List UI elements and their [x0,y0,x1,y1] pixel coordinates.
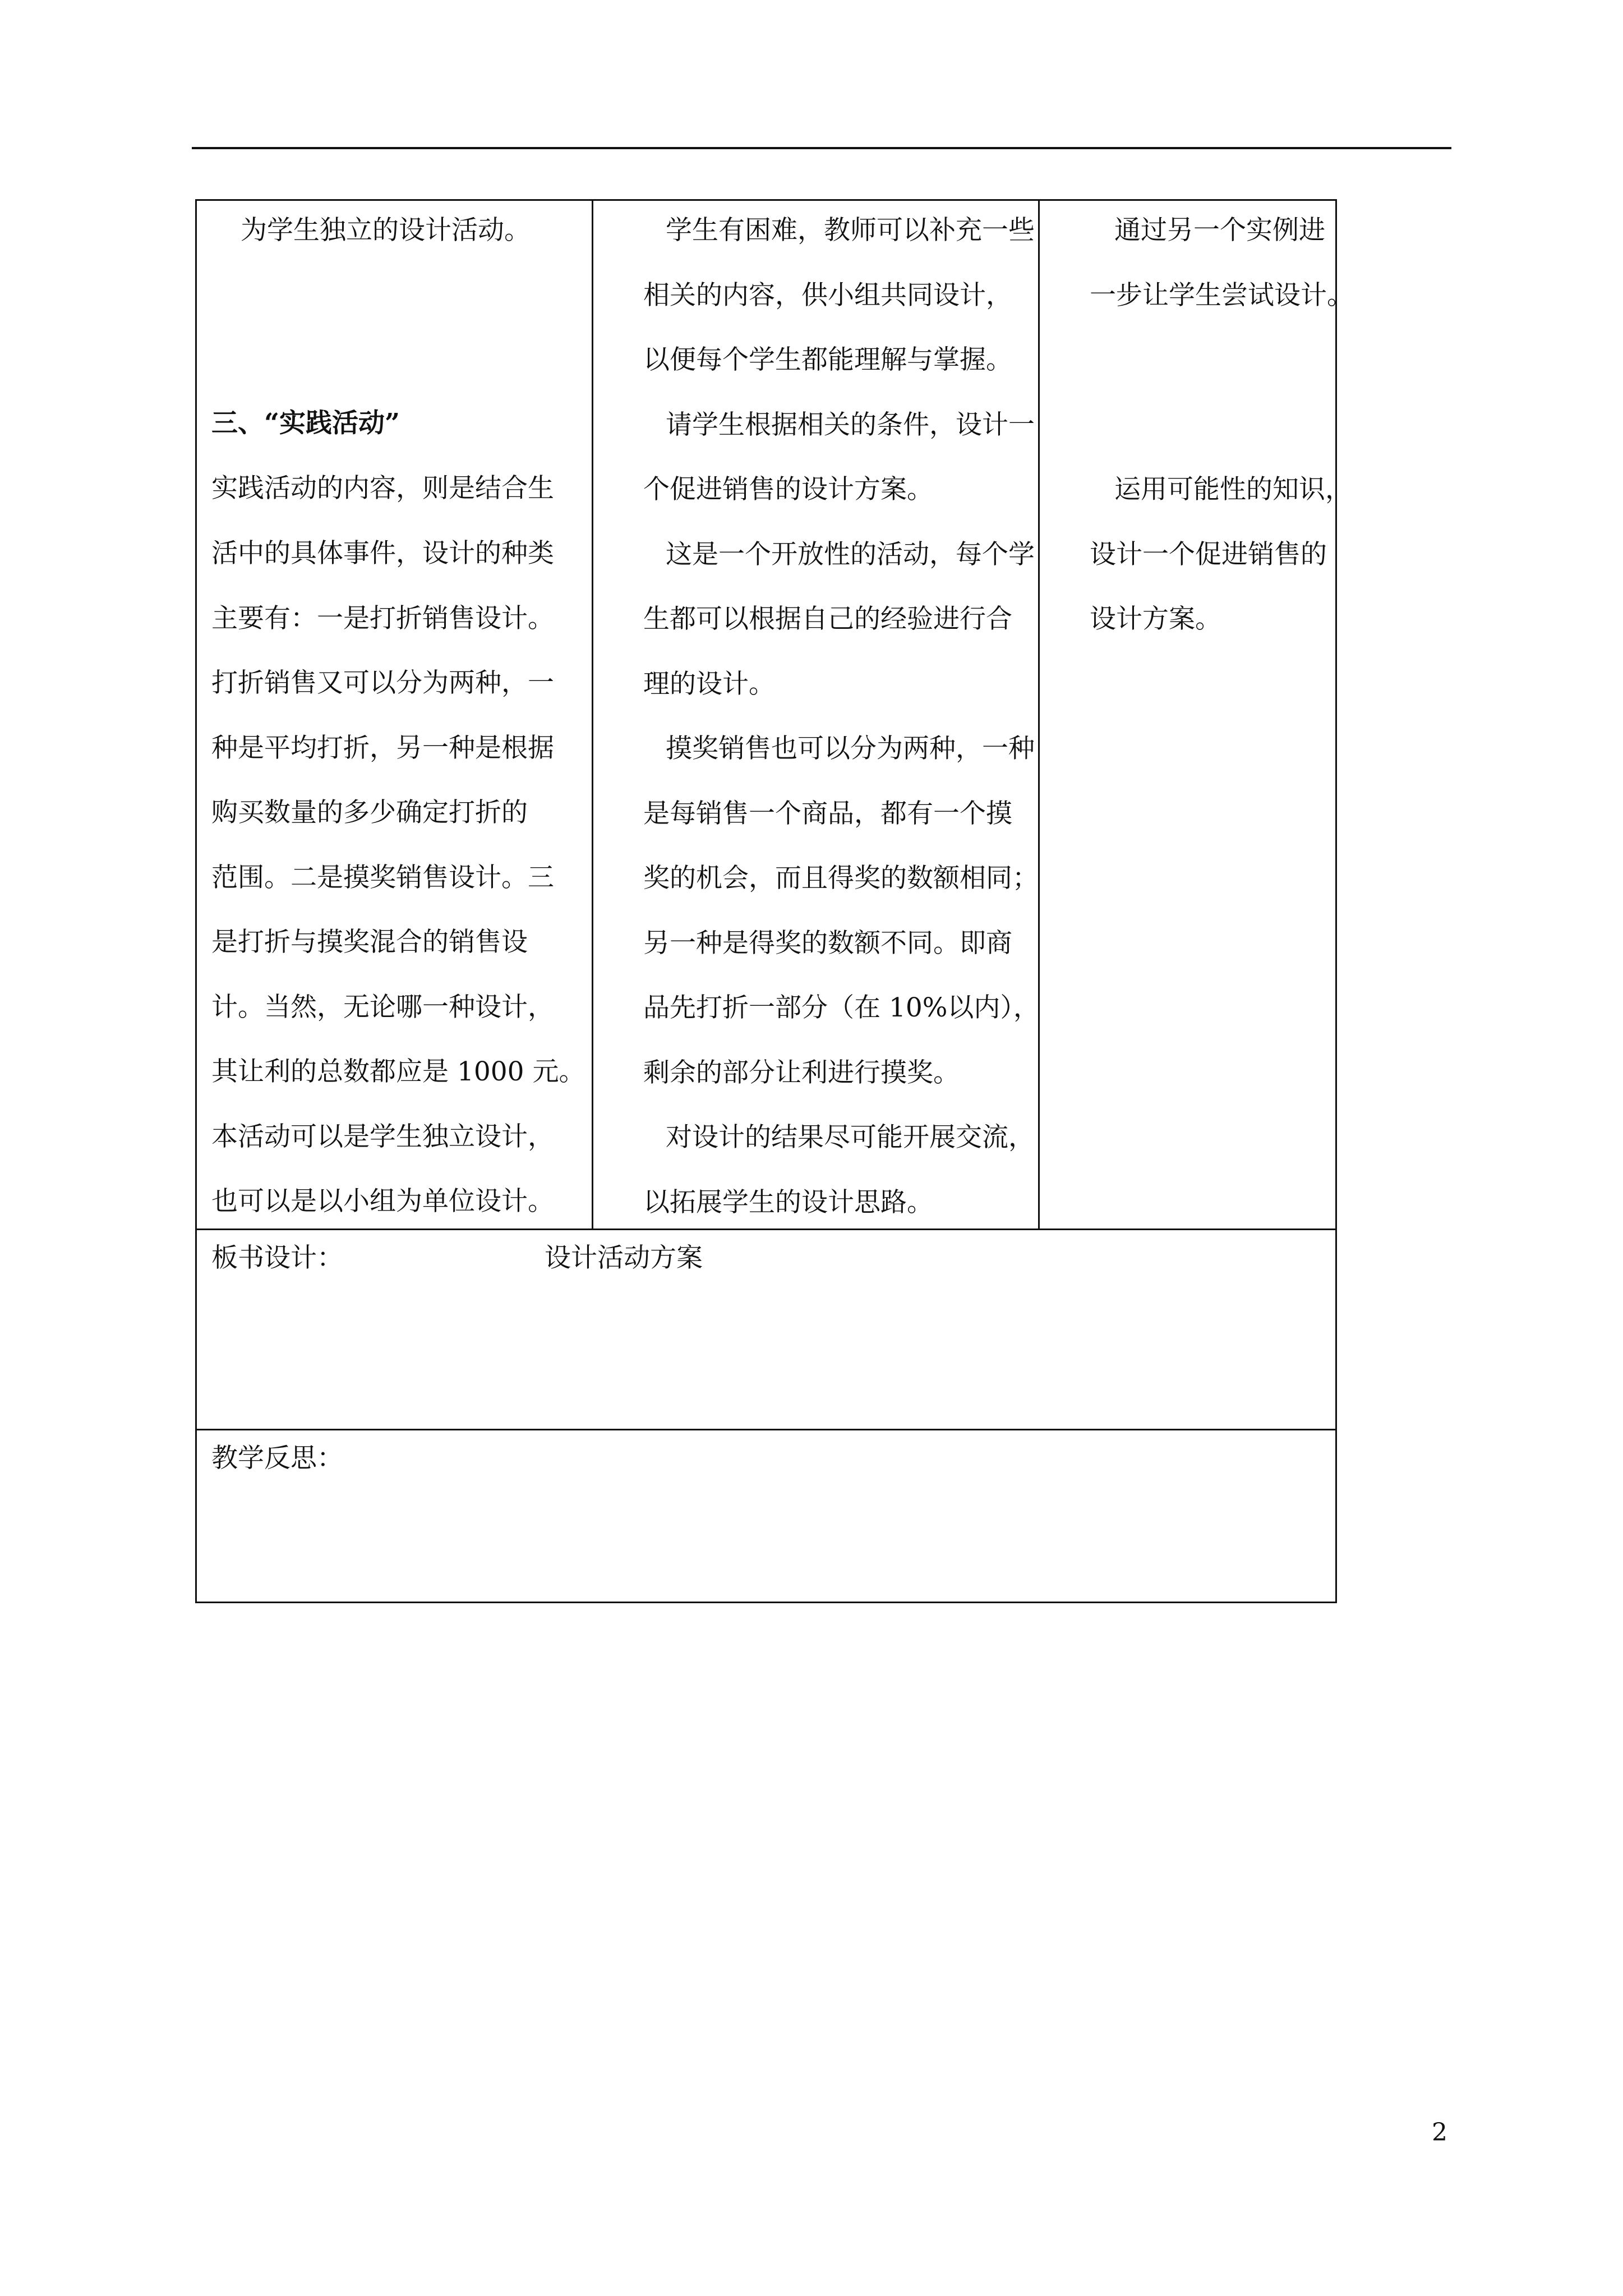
content-line: 实践活动的内容，则是结合生 [211,473,554,504]
content-line: 另一种是得奖的数额不同。即商 [643,928,1012,959]
content-line: 是每销售一个商品，都有一个摸 [643,798,1012,829]
content-line: 主要有：一是打折销售设计。 [211,603,554,634]
content-line: 是打折与摸奖混合的销售设 [211,927,528,958]
activity-row [195,199,1353,1230]
content-line: 计。当然，无论哪一种设计， [211,992,554,1023]
column-divider-1 [592,201,593,1228]
content-line: 奖的机会，而且得奖的数额相同； [643,863,1039,894]
column-divider-2 [1038,201,1040,1228]
content-line: 打折销售又可以分为两种，一 [211,668,554,698]
content-line: 相关的内容，供小组共同设计， [643,280,1012,311]
content-line: 理的设计。 [643,669,775,700]
content-line: 一步让学生尝试设计。 [1090,280,1353,311]
board-design-row [195,1228,1337,1430]
content-line: 其让利的总数都应是 1000 元。 [211,1056,585,1087]
teaching-reflection-label: 教学反思： [211,1443,343,1474]
content-line: 活中的具体事件，设计的种类 [211,538,554,569]
content-line: 剩余的部分让利进行摸奖。 [643,1057,960,1088]
content-line: 种是平均打折，另一种是根据 [211,733,554,763]
board-design-content: 设计活动方案 [545,1243,703,1273]
content-line: 范围。二是摸奖销售设计。三 [211,862,554,893]
content-line: 设计方案。 [1090,604,1221,634]
content-line: 也可以是以小组为单位设计。 [211,1186,554,1217]
page-number: 2 [1432,2118,1447,2147]
header-rule [192,147,1451,149]
content-line: 通过另一个实例进 [1114,215,1325,246]
content-line: 个促进销售的设计方案。 [643,474,933,505]
teaching-reflection-row [195,1429,1337,1603]
content-line: 设计一个促进销售的 [1090,539,1327,570]
content-line: 对设计的结果尽可能开展交流， [666,1122,1035,1153]
content-line: 请学生根据相关的条件，设计一 [666,409,1035,440]
content-line: 品先打折一部分（在 10%以内）， [643,992,1040,1023]
lesson-table [195,199,1353,1603]
content-line: 摸奖销售也可以分为两种，一种 [666,733,1035,764]
content-line: 生都可以根据自己的经验进行合 [643,604,1012,634]
content-line: 为学生独立的设计活动。 [241,215,531,246]
content-line: 以便每个学生都能理解与掌握。 [643,344,1012,375]
content-line: 购买数量的多少确定打折的 [211,797,528,828]
section-heading: 三、“实践活动” [211,408,400,439]
content-line: 学生有困难，教师可以补充一些 [666,215,1035,246]
content-line: 运用可能性的知识， [1114,474,1352,505]
content-line: 以拓展学生的设计思路。 [643,1187,933,1218]
board-design-label: 板书设计： [211,1243,343,1273]
content-line: 这是一个开放性的活动，每个学 [666,539,1035,570]
content-line: 本活动可以是学生独立设计， [211,1121,554,1152]
